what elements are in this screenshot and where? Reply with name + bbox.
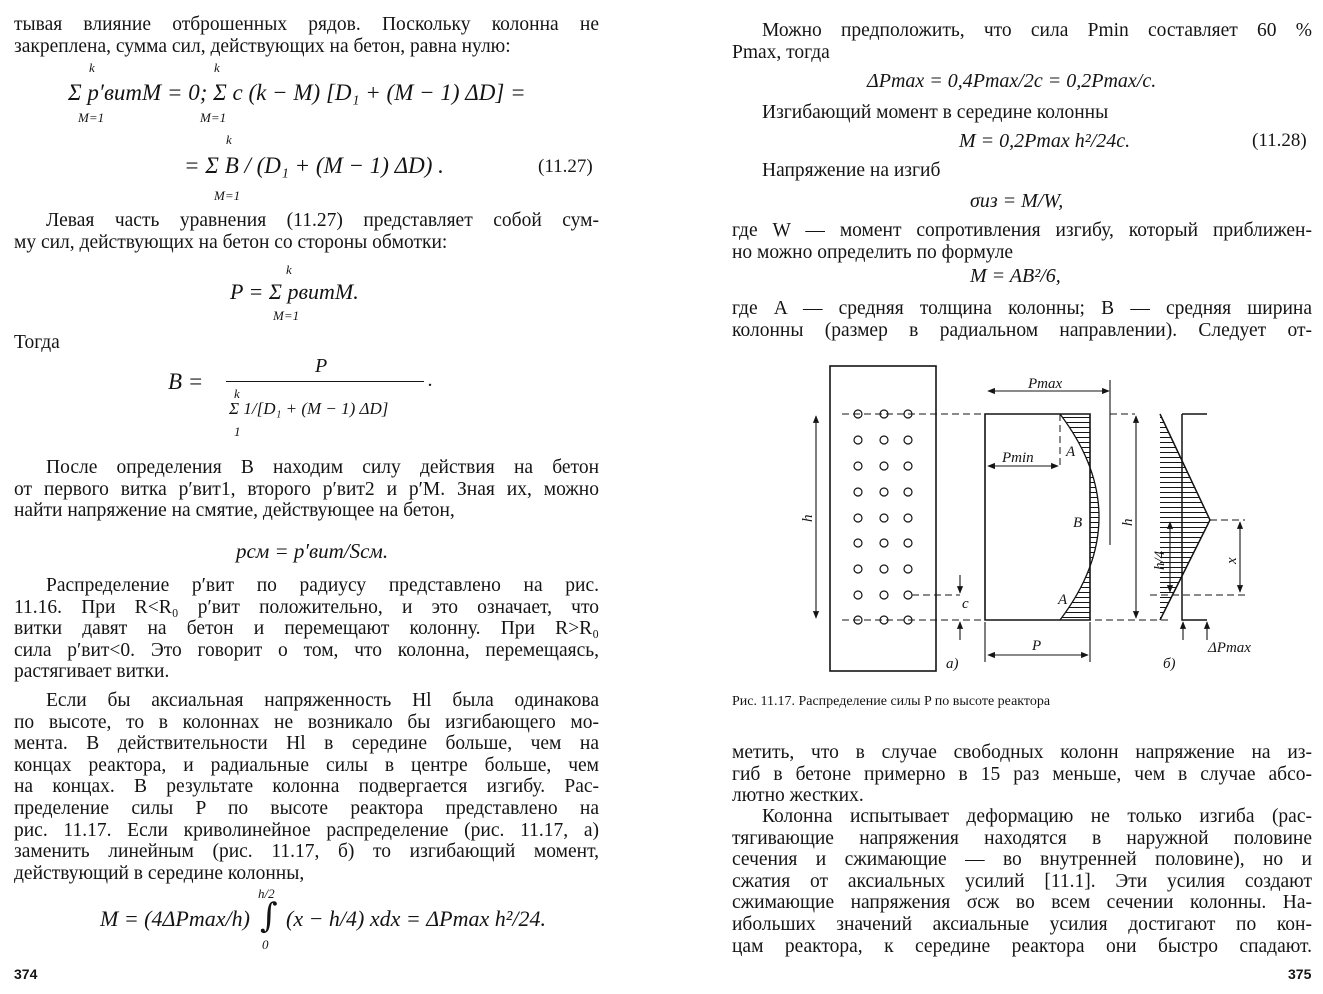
text-line: но можно определить по формуле: [732, 241, 1014, 263]
text-line: концах реактора, и радиальные силы в центре больше, чем: [14, 754, 599, 776]
left-paragraph-3: [14, 457, 599, 522]
text-line: Распределение p′вит по радиусу представлено на рис.: [46, 575, 599, 596]
text-line: Колонна испытывает деформацию не только изгиба (рас-: [762, 806, 1312, 827]
label-A-bottom: A: [1058, 592, 1068, 608]
text-line: му сил, действующих на бетон со стороны обмотки:: [14, 231, 448, 253]
label-a: а): [946, 656, 959, 672]
text-line: тягивающие напряжения находятся в наружной половине: [732, 827, 1312, 849]
equation-number: (11.28): [1252, 130, 1307, 151]
sum-lower-limit: M=1: [200, 110, 227, 125]
sum-upper-limit: k: [214, 60, 220, 75]
text-line: Можно предположить, что сила Pmin составляет 60 %: [762, 20, 1312, 41]
left-paragraph-4: [14, 575, 599, 683]
text-line: цам реактора, к середине реактора они быстро спадают.: [732, 935, 1312, 957]
text-line: тывая влияние отброшенных рядов. Поскольку колонна не: [14, 14, 599, 35]
text-line: растягивает витки.: [14, 661, 170, 683]
text-line: После определения B находим силу действия на бетон: [46, 457, 599, 478]
winding-circles: [854, 410, 912, 624]
left-paragraph-1: [14, 14, 599, 57]
text-line: ибольших значений аксиальные усилия достигают по кон-: [732, 913, 1312, 935]
label-dPmax: ΔPmax: [1208, 640, 1251, 656]
text-line: метить, что в случае свободных колонн напряжение на из-: [732, 742, 1312, 763]
column-rect: [830, 366, 936, 671]
moment-text: Изгибающий момент в середине колонны: [762, 102, 1109, 123]
text-line: 11.16. При R<R₀ p′вит положительно, и это означает, что: [14, 596, 599, 618]
text-line: пределение силы P по высоте реактора представлено на: [14, 797, 599, 819]
integral-lower-limit: 0: [262, 937, 269, 952]
text-line: гиб в бетоне примерно в 15 раз меньше, чем в случае абсо-: [732, 763, 1312, 785]
label-Pmax: Pmax: [1028, 376, 1063, 392]
text-line: сила p′вит<0. Это говорит о том, что колонна, перемещаясь,: [14, 639, 599, 661]
sum-lower-limit: M=1: [214, 188, 241, 203]
sum-upper-limit: k: [234, 386, 240, 401]
equation-period: .: [428, 369, 433, 391]
text-line: Левая часть уравнения (11.27) представляет собой сум-: [46, 210, 599, 231]
text-line: витки давят на бетон и перемещают колонну. При R>R₀: [14, 618, 599, 640]
figure-caption: Рис. 11.17. Распределение силы P по высоте реактора: [732, 694, 1051, 709]
label-x: x: [1224, 557, 1240, 564]
label-h4: h/4: [1152, 550, 1168, 570]
page-number: 374: [14, 966, 38, 982]
fraction-bar: [226, 381, 424, 382]
text-line: Pmax, тогда: [732, 41, 830, 63]
text-line: закреплена, сумма сил, действующих на бетон, равна нулю:: [14, 35, 511, 57]
sum-lower-limit: 1: [234, 424, 241, 439]
equation-left: M = (4ΔPmax/h): [100, 906, 250, 931]
text-line: на концах. В результате колонна подвергается изгибу. Рас-: [14, 776, 599, 798]
equation-line: Σ p′витM = 0; Σ c (k − M) [D₁ + (M − 1) ΔD] =: [68, 80, 526, 105]
label-A-top: A: [1066, 444, 1076, 460]
text-line: от первого витка p′вит1, второго p′вит2 и p′M. Зная их, можно: [14, 478, 599, 500]
sum-lower-limit: M=1: [78, 110, 105, 125]
fraction-numerator: P: [315, 355, 328, 377]
left-paragraph-5: [14, 690, 599, 884]
fraction-denominator: Σ 1/[D₁ + (M − 1) ΔD]: [229, 399, 389, 418]
right-paragraph-4: [732, 742, 1312, 807]
text-line: мента. В действительности Hl в середине больше, чем на: [14, 733, 599, 755]
label-P: P: [1032, 638, 1042, 654]
sum-lower-limit: M=1: [273, 308, 300, 323]
sum-upper-limit: k: [286, 262, 292, 277]
equation-line: = Σ B / (D₁ + (M − 1) ΔD) .: [184, 153, 444, 178]
equation-dPmax: ΔPmax = 0,4Pmax/2c = 0,2Pmax/c.: [867, 70, 1157, 92]
integral-upper-limit: h/2: [258, 886, 275, 901]
right-page: [662, 0, 1323, 994]
text-line: сечения и сжимающие — во внутренней половине), но и: [732, 849, 1312, 871]
equation-11-28: M = 0,2Pmax h²/24c.: [959, 130, 1131, 152]
text-line: где A — средняя толщина колонны; B — средняя ширина: [732, 298, 1312, 319]
text-line: действующий в середине колонны,: [14, 862, 305, 884]
label-h-a: h: [800, 514, 816, 522]
sum-upper-limit: k: [89, 60, 95, 75]
text-line: по высоте, то в колоннах не возникало бы изгибающего мо-: [14, 711, 599, 733]
equation-number: (11.27): [538, 156, 593, 177]
text-line: сжатия от аксиальных усилий [11.1]. Эти усилия создают: [732, 870, 1312, 892]
text-line: сжимающие напряжения σсж во всем сечении колонны. На-: [732, 892, 1312, 914]
label-b: б): [1163, 656, 1176, 672]
then-word: Тогда: [14, 332, 60, 353]
sum-upper-limit: k: [226, 132, 232, 147]
equation-pcm: pсм = p′вит/Sсм.: [236, 539, 389, 563]
text-line: рис. 11.17. Если криволинейное распределение (рис. 11.17, а): [14, 819, 599, 841]
label-Pmin: Pmin: [1002, 450, 1034, 466]
label-h-b: h: [1120, 518, 1136, 526]
equation-left: B =: [168, 369, 204, 394]
equation-line: P = Σ pвитM.: [230, 279, 359, 304]
label-c: c: [962, 596, 969, 612]
page-number: 375: [1288, 966, 1312, 982]
text-line: заменить линейным (рис. 11.17, б) то изгибающий момент,: [14, 841, 599, 863]
text-line: колонны (размер в радиальном направлении). Следует от-: [732, 319, 1312, 341]
equation-W: M = AB²/6,: [970, 265, 1061, 287]
label-B: B: [1073, 515, 1083, 531]
equation-sigma: σиз = M/W,: [970, 190, 1064, 212]
right-paragraph-5: [732, 806, 1312, 957]
text-line: найти напряжение на смятие, действующее на бетон,: [14, 500, 455, 522]
equation-right: (x − h/4) xdx = ΔPmax h²/24.: [286, 906, 546, 931]
text-line: где W — момент сопротивления изгибу, который приближен-: [732, 220, 1312, 241]
left-paragraph-2: [14, 210, 599, 253]
text-line: Если бы аксиальная напряженность Hl была одинакова: [46, 690, 599, 711]
integral-sign: ∫: [260, 896, 278, 936]
stress-text: Напряжение на изгиб: [762, 160, 941, 181]
text-line: лютно жестких.: [732, 785, 864, 807]
